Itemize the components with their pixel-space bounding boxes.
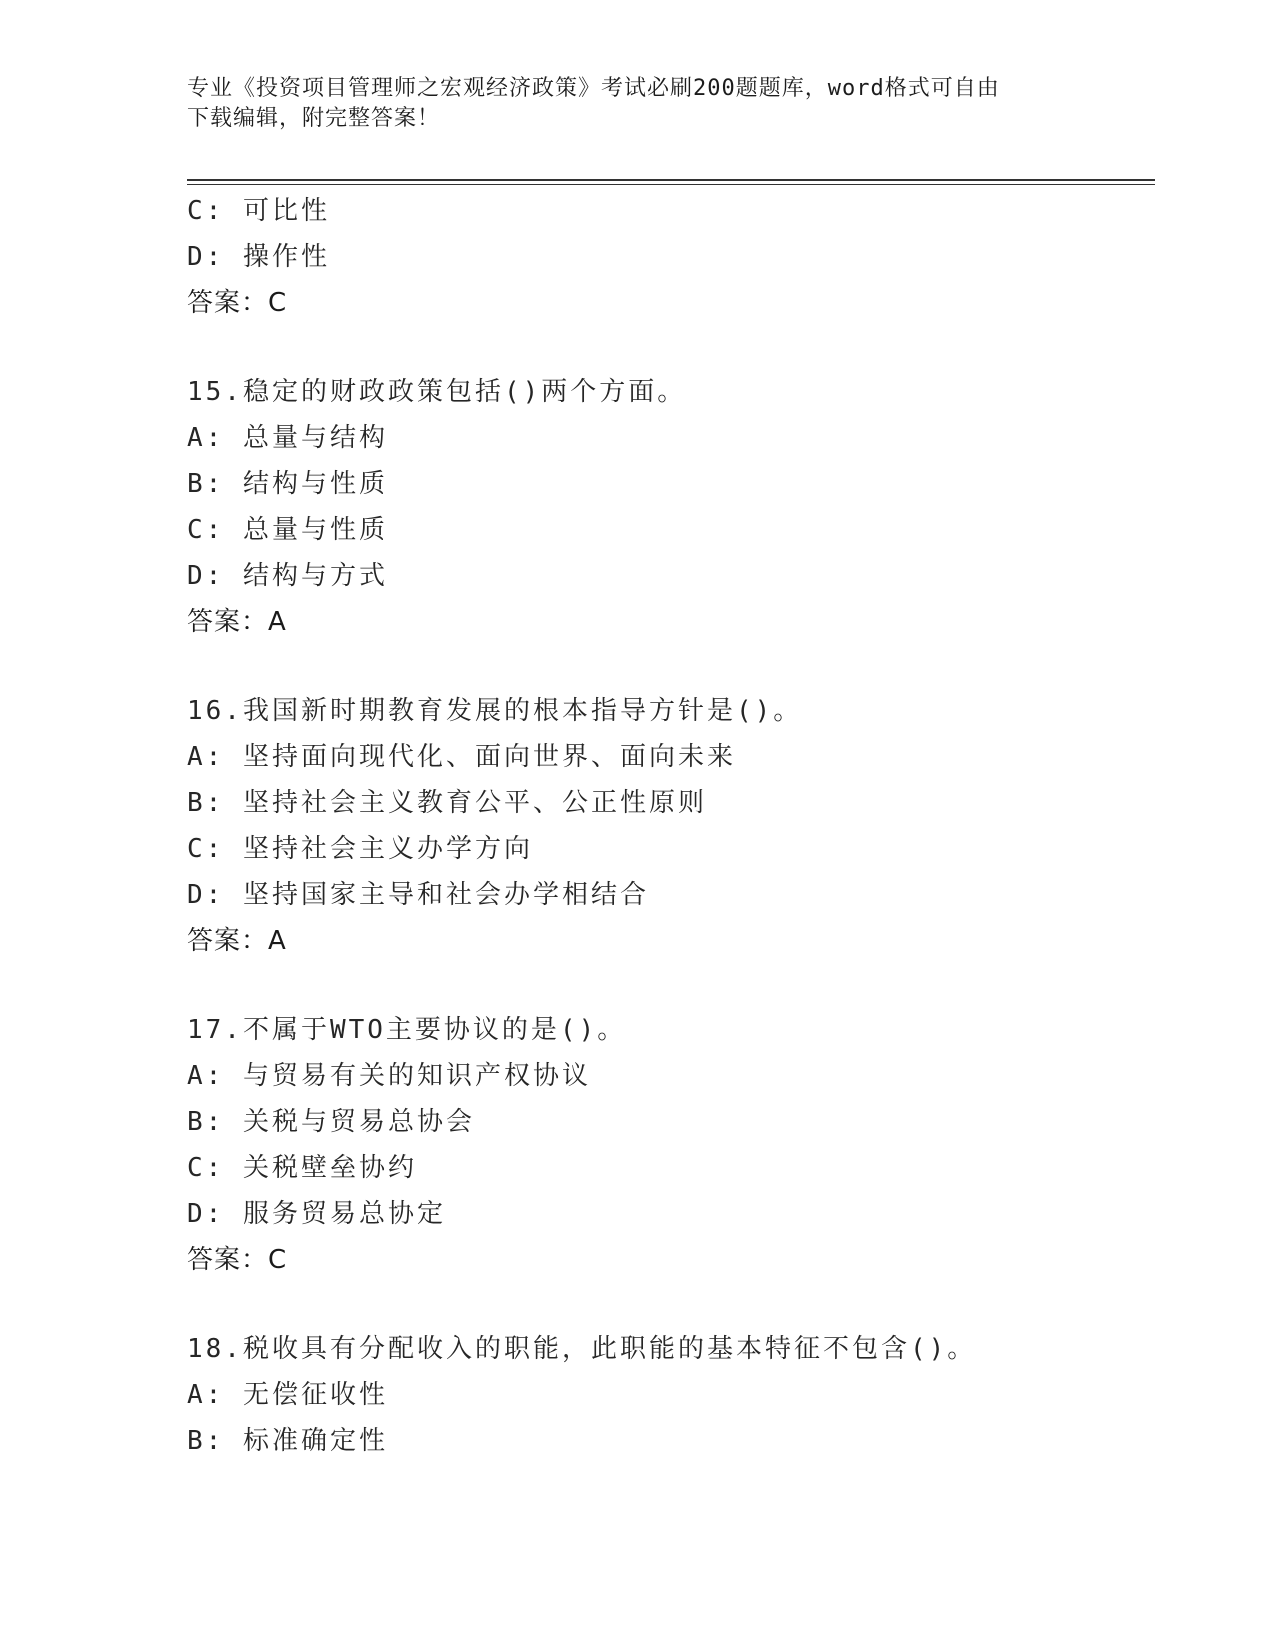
question-stem: 16.我国新时期教育发展的根本指导方针是()。 [187, 696, 803, 726]
option-d: D: 结构与方式 [187, 561, 388, 591]
spacer [187, 964, 1147, 1007]
question-block-14 [187, 188, 1147, 326]
question-block-16 [187, 688, 1147, 964]
question-stem: 17.不属于WTO主要协议的是()。 [187, 1015, 627, 1045]
spacer [187, 1283, 1147, 1326]
option-b: B: 结构与性质 [187, 469, 388, 499]
option-a: A: 坚持面向现代化、面向世界、面向未来 [187, 742, 736, 772]
option-a: A: 与贸易有关的知识产权协议 [187, 1061, 591, 1091]
option-d: D: 服务贸易总协定 [187, 1199, 446, 1229]
option-c: C: 总量与性质 [187, 515, 388, 545]
option-c: C: 坚持社会主义办学方向 [187, 834, 533, 864]
option-a: A: 无偿征收性 [187, 1380, 388, 1410]
spacer [187, 645, 1147, 688]
question-block-17 [187, 1007, 1147, 1283]
answer-line: 答案：A [187, 926, 287, 956]
option-d: D: 操作性 [187, 242, 330, 272]
header-line-1: 专业《投资项目管理师之宏观经济政策》考试必刷200题题库，word格式可自由 [187, 76, 1000, 101]
header-divider-thin [187, 184, 1155, 185]
question-list [187, 188, 1147, 1464]
option-c: C: 关税壁垒协约 [187, 1153, 417, 1183]
question-block-15 [187, 369, 1147, 645]
option-d: D: 坚持国家主导和社会办学相结合 [187, 880, 649, 910]
question-block-18 [187, 1326, 1147, 1464]
option-b: B: 关税与贸易总协会 [187, 1107, 475, 1137]
option-a: A: 总量与结构 [187, 423, 388, 453]
option-b: B: 坚持社会主义教育公平、公正性原则 [187, 788, 707, 818]
answer-line: 答案：C [187, 288, 288, 318]
answer-line: 答案：A [187, 607, 287, 637]
question-stem: 18.税收具有分配收入的职能，此职能的基本特征不包含()。 [187, 1334, 977, 1364]
document-header [187, 74, 1067, 134]
option-c: C: 可比性 [187, 196, 330, 226]
header-line-2: 下载编辑，附完整答案！ [187, 106, 441, 131]
spacer [187, 326, 1147, 369]
answer-line: 答案：C [187, 1245, 288, 1275]
question-stem: 15.稳定的财政政策包括()两个方面。 [187, 377, 687, 407]
option-b: B: 标准确定性 [187, 1426, 388, 1456]
header-divider-thick [187, 179, 1155, 181]
